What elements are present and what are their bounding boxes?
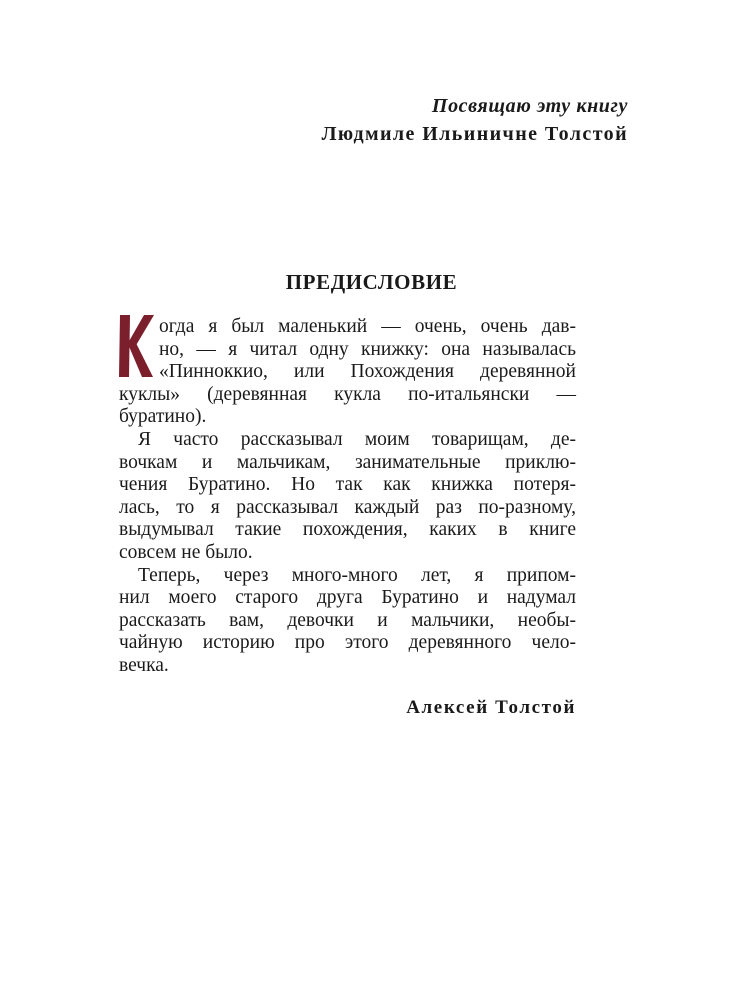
text-line: куклы» (деревянная кукла по-итальянски — — [119, 383, 576, 405]
preface-body — [119, 316, 576, 678]
paragraph-3 — [119, 565, 576, 678]
text-line: вечка. — [119, 654, 169, 676]
text-line: но, — я читал одну книжку: она называлась — [159, 338, 576, 360]
dedication — [322, 92, 628, 148]
dedication-line-1: Посвящаю эту книгу — [431, 95, 628, 117]
text-line: «Пинноккио, или Похождения деревянной — [159, 361, 576, 383]
paragraph-2 — [119, 429, 576, 565]
author-signature: Алексей Толстой — [406, 697, 576, 718]
text-line: выдумывал такие похождения, каких в книге — [119, 519, 576, 541]
text-line: буратино). — [119, 406, 207, 428]
text-line: Теперь, через много-много лет, я припом- — [138, 564, 576, 586]
text-line: рассказать вам, девочки и мальчики, необы- — [119, 609, 576, 631]
text-line: чения Буратино. Но так как книжка потеря- — [119, 474, 576, 496]
text-line: лась, то я рассказывал каждый раз по-разному, — [119, 496, 576, 518]
dedication-line-2: Людмиле Ильиничне Толстой — [321, 123, 628, 145]
paragraph-1 — [119, 316, 576, 429]
text-line: чайную историю про этого деревянного чело- — [119, 632, 576, 654]
drop-cap-letter-k — [118, 314, 154, 378]
page-title: ПРЕДИСЛОВИЕ — [285, 270, 458, 294]
text-line: Я часто рассказывал моим товарищам, де- — [138, 428, 576, 450]
text-line: вочкам и мальчикам, занимательные приклю- — [119, 451, 576, 473]
text-line: совсем не было. — [119, 541, 253, 563]
text-line: нил моего старого друга Буратино и надумал — [119, 587, 576, 609]
text-line: огда я был маленький — очень, очень дав- — [159, 316, 576, 337]
